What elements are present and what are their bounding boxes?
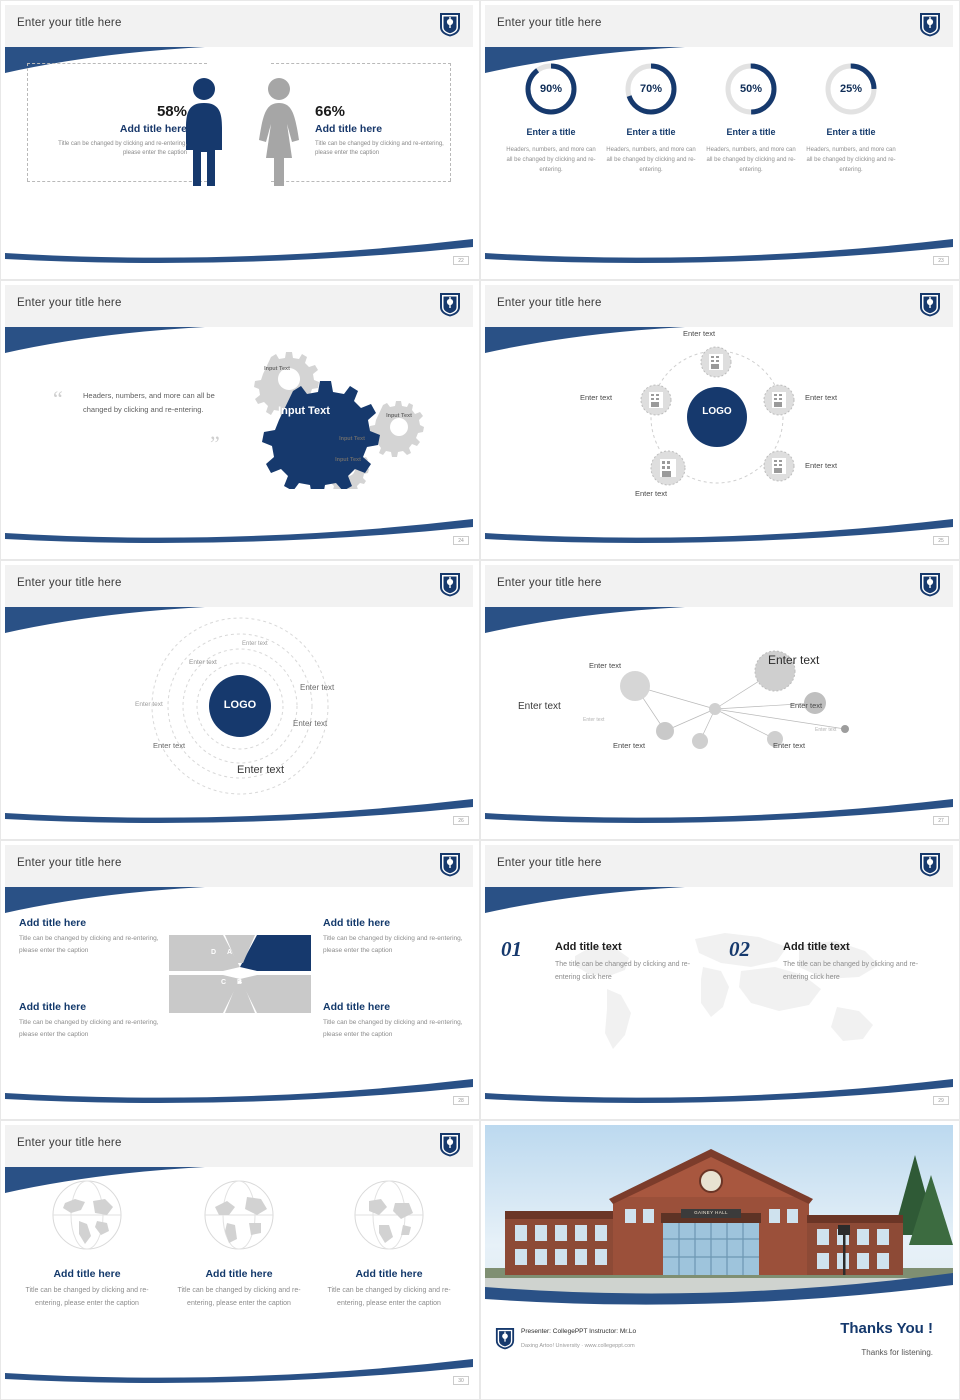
- node-label-right-upper: Enter text: [805, 393, 838, 402]
- male-figure-icon: [180, 76, 228, 193]
- university-crest-icon: [439, 11, 461, 37]
- item-title: Add title text: [783, 941, 850, 953]
- footer-swoosh-decoration: [5, 513, 473, 547]
- female-percentage: 66%: [315, 103, 346, 120]
- node-icon-top: [699, 345, 733, 384]
- page-number: 26: [453, 816, 469, 825]
- gear-label-2: Input Text: [386, 413, 412, 419]
- slide-body: [5, 1171, 473, 1371]
- slide-body: [5, 611, 473, 811]
- footer-swoosh-decoration: [485, 793, 953, 827]
- right-block-caption: Title can be changed by clicking and re-entering, please enter the caption: [315, 141, 444, 157]
- network-label-2: Enter text: [518, 701, 561, 712]
- numbered-item-2: [783, 941, 943, 985]
- footer-swoosh-decoration: [485, 1073, 953, 1107]
- ring-label-4: Enter text: [135, 701, 163, 708]
- globe-icon: [201, 1177, 277, 1253]
- block-caption: Title can be changed by clicking and re-entering, please enter the caption: [19, 935, 159, 954]
- university-crest-icon: [919, 11, 941, 37]
- donut-caption: Headers, numbers, and more can all be changed by clicking and re-entering.: [606, 147, 696, 174]
- page-number: 27: [933, 816, 949, 825]
- footer-swoosh-decoration: [485, 513, 953, 547]
- slide-title: Enter your title here: [17, 17, 122, 29]
- quadrant-letter-d: D: [211, 949, 217, 956]
- university-crest-icon: [919, 851, 941, 877]
- slide-title: Enter your title here: [497, 577, 602, 589]
- gear-label-1: Input Text: [264, 366, 290, 372]
- donut-caption: Headers, numbers, and more can all be changed by clicking and re-entering.: [706, 147, 796, 174]
- left-block-title: Add title here: [119, 123, 187, 135]
- university-crest-icon: [919, 571, 941, 597]
- node-label-left: Enter text: [580, 393, 613, 402]
- slide-title: Enter your title here: [17, 577, 122, 589]
- footer-swoosh-decoration: [5, 1073, 473, 1107]
- slide-title: Enter your title here: [17, 857, 122, 869]
- node-icon-right-lower: [762, 449, 796, 488]
- university-crest-icon: [439, 851, 461, 877]
- page-number: 30: [453, 1376, 469, 1385]
- male-percentage: 58%: [156, 103, 187, 120]
- globe-caption: Title can be changed by clicking and re-entering, please enter the caption: [177, 1287, 301, 1307]
- item-number-01: [501, 937, 522, 962]
- slide-title: Enter your title here: [497, 857, 602, 869]
- ring-label-main: Enter text: [237, 764, 285, 776]
- globe-caption: Title can be changed by clicking and re-entering, please enter the caption: [327, 1287, 451, 1307]
- item-caption: The title can be changed by clicking and re-entering click here: [555, 961, 691, 982]
- quadrant-block-bottom-right: [323, 1001, 468, 1040]
- network-label-4: Enter text: [613, 741, 646, 750]
- footer-swoosh-decoration: [485, 233, 953, 267]
- university-crest-icon: [439, 571, 461, 597]
- slide-body: [485, 891, 953, 1091]
- body-copy: Headers, numbers, and more can all be changed by clicking and re-entering.: [83, 391, 215, 415]
- donut-caption: Headers, numbers, and more can all be changed by clicking and re-entering.: [506, 147, 596, 174]
- slide-body: [485, 51, 953, 251]
- donut-value: 50%: [739, 83, 763, 95]
- donut-value: 25%: [839, 83, 863, 95]
- slide-body: [5, 51, 473, 251]
- slide-title: Enter your title here: [497, 297, 602, 309]
- quadrant-letter-b: B: [237, 979, 243, 986]
- page-number: 28: [453, 1096, 469, 1105]
- hub-center-label: LOGO: [702, 406, 732, 417]
- slide-gears[interactable]: [0, 280, 480, 560]
- node-icon-bottom: [649, 449, 687, 492]
- footer-swoosh-decoration: [5, 793, 473, 827]
- globe-icon: [351, 1177, 427, 1253]
- donut-chart-90: [523, 61, 579, 117]
- numbered-item-1: [555, 941, 715, 985]
- quote-close-mark: ”: [210, 431, 220, 456]
- quadrant-block-top-right: [323, 917, 468, 956]
- footer-swoosh-decoration: [5, 233, 473, 267]
- gear-label-4: Input Text: [339, 436, 365, 442]
- ring-label-5: Enter text: [293, 719, 328, 728]
- donut-chart-25: [823, 61, 879, 117]
- quadrant-letter-c: C: [221, 979, 227, 986]
- closing-info-area: [485, 1310, 953, 1387]
- ring-label-3: Enter text: [300, 683, 335, 692]
- donut-item-3: [703, 61, 799, 176]
- quadrant-letter-a: A: [227, 949, 233, 956]
- donut-item-2: [603, 61, 699, 176]
- slide-body: [5, 331, 473, 531]
- globe-title: Add title here: [53, 1268, 121, 1280]
- dashed-line-left: [27, 63, 28, 181]
- slide-title: Enter your title here: [17, 1137, 122, 1149]
- slide-body: [485, 611, 953, 811]
- slide-three-globes[interactable]: [0, 1120, 480, 1400]
- donut-label: Enter a title: [626, 127, 676, 137]
- quadrant-block-bottom-left: [19, 1001, 164, 1040]
- globe-caption: Title can be changed by clicking and re-entering, please enter the caption: [25, 1287, 149, 1307]
- donut-label: Enter a title: [726, 127, 776, 137]
- node-label-right-lower: Enter text: [805, 461, 838, 470]
- node-label-bottom: Enter text: [635, 489, 668, 498]
- network-label-5: Enter text: [773, 741, 806, 750]
- donut-caption: Headers, numbers, and more can all be changed by clicking and re-entering.: [806, 147, 896, 174]
- node-icon-right-upper: [762, 383, 796, 422]
- left-block-caption: Title can be changed by clicking and re-entering, please enter the caption: [58, 141, 187, 157]
- page-number: 22: [453, 256, 469, 265]
- slide-gender-stats[interactable]: [0, 0, 480, 280]
- globe-title: Add title here: [205, 1268, 273, 1280]
- dashed-line-top-right: [271, 63, 451, 64]
- item-title: Add title text: [555, 941, 622, 953]
- slide-logo-hub-circle[interactable]: [480, 280, 960, 560]
- bowtie-quadrant-graphic: [165, 919, 315, 1029]
- block-title: Add title here: [323, 1001, 391, 1013]
- item-number-02: [729, 937, 750, 962]
- thanks-subtitle: Thanks for listening.: [861, 1348, 933, 1357]
- page-number: 29: [933, 1096, 949, 1105]
- slide-node-network[interactable]: [480, 560, 960, 840]
- campus-building-photo: [485, 1125, 953, 1310]
- network-graph: [525, 631, 915, 781]
- world-map-background: [545, 911, 925, 1061]
- dashed-line-top: [27, 63, 207, 64]
- slide-thanks-closing[interactable]: [480, 1120, 960, 1400]
- globe-item-1: [17, 1177, 157, 1311]
- donut-chart-70: [623, 61, 679, 117]
- item-caption: The title can be changed by clicking and re-entering click here: [783, 961, 919, 982]
- globe-icon: [49, 1177, 125, 1253]
- donut-item-1: [503, 61, 599, 176]
- globe-item-2: [169, 1177, 309, 1311]
- donut-item-4: [803, 61, 899, 176]
- block-title: Add title here: [323, 917, 391, 929]
- page-number: 23: [933, 256, 949, 265]
- center-logo-label: LOGO: [223, 699, 257, 711]
- university-crest-icon: [439, 291, 461, 317]
- block-caption: Title can be changed by clicking and re-entering, please enter the caption: [19, 1019, 159, 1038]
- network-label-6: Enter text: [790, 701, 823, 710]
- block-title: Add title here: [19, 917, 87, 929]
- slide-four-quadrant-abcd[interactable]: [0, 840, 480, 1120]
- donut-chart-50: [723, 61, 779, 117]
- number-label: 02: [729, 937, 750, 961]
- ring-label-1: Enter text: [242, 641, 268, 647]
- university-crest-icon: [439, 1131, 461, 1157]
- slide-donut-percentages[interactable]: [480, 0, 960, 280]
- slide-body: [485, 331, 953, 531]
- gear-label-3: Input Text: [335, 457, 361, 463]
- right-block-title: Add title here: [315, 123, 383, 135]
- donut-value: 90%: [539, 83, 563, 95]
- block-caption: Title can be changed by clicking and re-entering, please enter the caption: [323, 1019, 463, 1038]
- block-title: Add title here: [19, 1001, 87, 1013]
- female-figure-icon: [253, 76, 305, 193]
- presenter-line: Presenter: CollegePPT Instructor: Mr.Lo: [521, 1328, 637, 1335]
- ring-label-6: Enter text: [153, 741, 186, 750]
- presenter-sub-line: Daxing Artoo! University · www.collegeppt.com: [521, 1343, 635, 1349]
- slide-two-numbered-items[interactable]: [480, 840, 960, 1120]
- slide-body: [5, 891, 473, 1091]
- page-number: 25: [933, 536, 949, 545]
- ring-label-2: Enter text: [189, 659, 217, 666]
- network-label-3: Enter text: [583, 717, 605, 723]
- slide-title: Enter your title here: [497, 17, 602, 29]
- university-crest-icon: [495, 1326, 515, 1355]
- network-main-label: Enter text: [768, 653, 820, 667]
- footer-swoosh-decoration: [5, 1353, 473, 1387]
- university-crest-icon: [919, 291, 941, 317]
- network-label-1: Enter text: [589, 661, 622, 670]
- donut-value: 70%: [639, 83, 663, 95]
- building-sign-label: GAINEY HALL: [694, 1210, 728, 1215]
- network-label-7: Enter text: [815, 727, 837, 733]
- quadrant-block-top-left: [19, 917, 164, 956]
- donut-label: Enter a title: [526, 127, 576, 137]
- number-label: 01: [501, 937, 522, 961]
- slide-concentric-logo[interactable]: [0, 560, 480, 840]
- main-gear-label: Input Text: [278, 405, 330, 417]
- quote-open-mark: “: [53, 386, 63, 411]
- thanks-title: Thanks You !: [840, 1320, 933, 1337]
- block-caption: Title can be changed by clicking and re-entering, please enter the caption: [323, 935, 463, 954]
- globe-item-3: [319, 1177, 459, 1311]
- globe-title: Add title here: [355, 1268, 423, 1280]
- photo-swoosh-overlay: [485, 1271, 953, 1310]
- donut-label: Enter a title: [826, 127, 876, 137]
- node-label-top: Enter text: [683, 329, 716, 338]
- node-icon-left: [639, 383, 673, 422]
- slide-title: Enter your title here: [17, 297, 122, 309]
- page-number: 24: [453, 536, 469, 545]
